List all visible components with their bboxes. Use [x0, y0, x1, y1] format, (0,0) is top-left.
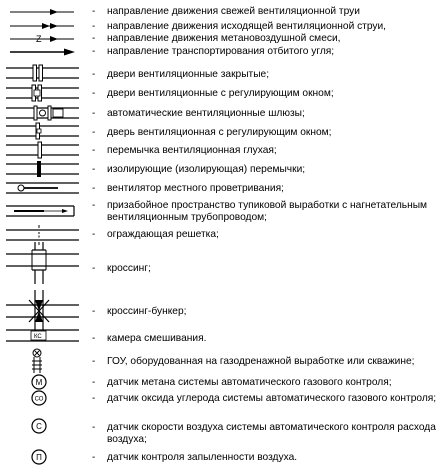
crossing-icon [0, 242, 85, 284]
solid-bulkhead-icon [0, 141, 85, 159]
legend-text: перемычка вентиляционная глухая; [107, 145, 277, 156]
legend-text: дверь вентиляционная с регулирующим окном; [107, 127, 332, 138]
legend-text: датчик оксида углерода системы автоматического газового контроля; [107, 393, 437, 404]
legend-dash: - [92, 145, 96, 156]
legend-dash: - [92, 69, 96, 80]
legend-text: автоматические вентиляционные шлюзы; [107, 108, 305, 119]
legend-dash: - [92, 88, 96, 99]
legend-text: кроссинг; [107, 263, 151, 274]
local-fan-icon [0, 179, 85, 197]
legend-text: направление движения свежей вентиляционной труи [107, 6, 360, 17]
legend-dash: - [92, 263, 96, 274]
auto-airlock-icon [0, 104, 85, 122]
dust-sensor-label: П [36, 453, 42, 462]
legend-text: вентилятор местного проветривания; [107, 183, 284, 194]
air-speed-sensor-icon [0, 417, 85, 435]
legend-text: призабойное пространство тупиковой выработки с нагнетательным вентиляционным трубопроводом; [107, 200, 428, 224]
legend-dash: - [92, 333, 96, 344]
legend-text: направление движения метановоздушной смеси, [107, 33, 341, 44]
insulating-bulkhead-icon [0, 160, 85, 178]
legend-dash: - [92, 422, 96, 433]
gas-extraction-unit-icon [0, 347, 85, 373]
transport-arrow-icon [0, 45, 85, 59]
dead-end-duct-icon [0, 202, 85, 220]
double-arrow-right-icon [0, 19, 85, 33]
legend-text: двери вентиляционные с регулирующим окном; [107, 88, 334, 99]
legend-text: кроссинг-бункер; [107, 306, 187, 317]
arrow-z-label: Z [36, 34, 42, 44]
legend-dash: - [92, 46, 96, 57]
legend-text: изолирующие (изолирующая) перемычки; [107, 164, 306, 175]
closed-doors-icon [0, 64, 85, 82]
methane-sensor-label: М [35, 378, 43, 387]
legend-text: датчик скорости воздуха системы автоматического контроля расхода воздуха; [107, 422, 436, 446]
air-speed-sensor-label: С [36, 422, 42, 431]
legend-text: двери вентиляционные закрытые; [107, 69, 270, 80]
legend-dash: - [92, 21, 96, 32]
dust-sensor-icon [0, 448, 85, 466]
legend-dash: - [92, 164, 96, 175]
legend-dash: - [92, 127, 96, 138]
legend-dash: - [92, 33, 96, 44]
legend-text: камера смешивания. [107, 333, 207, 344]
legend-text: датчик метана системы автоматического газового контроля; [107, 377, 392, 388]
legend-dash: - [92, 229, 96, 240]
arrow-right-icon [0, 5, 85, 19]
legend-dash: - [92, 183, 96, 194]
legend-text: ГОУ, оборудованная на газодренажной выработке или скважине; [107, 356, 415, 367]
doors-with-window-icon [0, 84, 85, 102]
mixing-chamber-icon [0, 326, 85, 344]
legend-text: ограждающая решетка; [107, 229, 219, 240]
legend-dash: - [92, 306, 96, 317]
mixing-chamber-label: КС [34, 334, 42, 340]
co-sensor-icon [0, 389, 85, 407]
legend-dash: - [92, 200, 96, 211]
legend-text: датчик контроля запыленности воздуха. [107, 452, 298, 463]
legend-dash: - [92, 377, 96, 388]
legend-text: направление движения исходящей вентиляционной струи, [107, 21, 387, 32]
co-sensor-label: СО [34, 396, 44, 403]
legend-dash: - [92, 108, 96, 119]
legend-dash: - [92, 393, 96, 404]
legend-dash: - [92, 452, 96, 463]
legend-dash: - [92, 6, 96, 17]
arrow-z-icon [0, 32, 85, 46]
legend-dash: - [92, 356, 96, 367]
single-door-window-icon [0, 122, 85, 140]
legend-text: направление транспортирования отбитого угля; [107, 46, 335, 57]
